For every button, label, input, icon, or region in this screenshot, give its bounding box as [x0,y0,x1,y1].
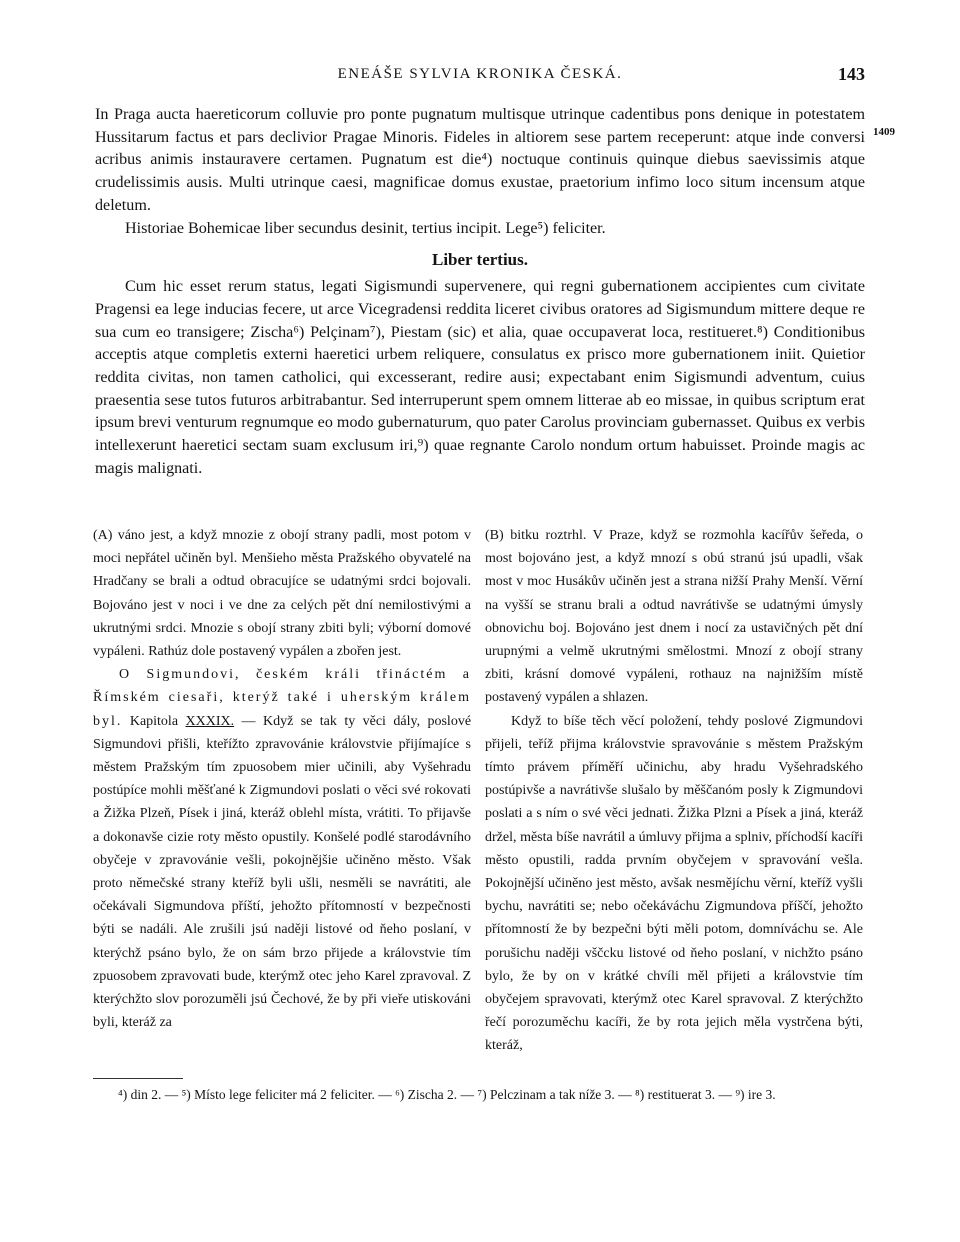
latin-paragraph-2: Historiae Bohemicae liber secundus desinit, tertius incipit. Lege⁵) feliciter. [125,219,606,237]
margin-year-note: 1409 [873,126,895,138]
chapter-label: Kapitola [129,713,179,729]
latin-paragraph-3: Cum hic esset rerum status, legati Sigismundi supervenere, qui regni gubernationem accipientes cum civitate Pragensi ea lege inducias fecere, ut arce Vicegradensi reddita liceret civibus oratores ad Sigismundum mittere deque re sua cum eo transigere; Zischa⁶) Pelçinam⁷), Piestam (sic) et alia, quae occupaverat loca, restitueret.⁸) Conditionibus acceptis atque completis externi haeretici urbem reliquere, consulatus ex prisco more gubernationem iniit. Quietior reddita civitas, non tamen catholici, qui excesserant, redire ausi; expectabant enim Sigismundi adventum, cuius praesentia sese tutos futuros arbitrabantur. Sed interruperunt spem omnem litterae ab eo missae, in quibus scriptum erat ipsum brevi venturum regnumque eo modo gubernaturum, quo pater Carolus provinciam gubernasset. Quibus ex verbis intellexerunt haeretici sectam suam exclusum iri,⁹) quae regnante Carolo nondum ortum habuisset. Proinde magis ac magis malignati. [95,278,865,477]
book-heading: Liber tertius. [431,250,528,270]
page-number: 143 [838,64,865,84]
footnotes: ⁴) din 2. — ⁵) Místo lege feliciter má 2 feliciter. — ⁶) Zischa 2. — ⁷) Pelczinam a tak níže 3. — ⁸) restituerat 3. — ⁹) ire 3. [118,1087,776,1102]
latin-paragraph-1: In Praga aucta haereticorum colluvie pro ponte pugnatum multisque utrinque cadentibus pons denique in potestatem Hussitarum factus et pars declivior Pragae Minoris. Fideles in altiorem sese partem receperunt: atque inde conversi acribus animis instauravere certamen. Pugnatum est die⁴) noctuque continuis quinque diebus saevissimis atque crudelissimis ausis. Multi utrinque caesi, magnificae domus exustae, praetorium infimo loco situm incensum atque deletum. [95,106,865,214]
chapter-title: O Sigmundovi, českém králi třináctém a Římském ciesaři, kterýž také i uherským králem byl. [93,667,471,729]
czech-column-a [93,524,471,1034]
column-b-paragraph-2: Když to bíše těch věcí položení, tehdy poslové Zigmundovi přijeli, teříž přijma královstvie spravovánie s městem Pražským tímto právem příměří učinichu, aby hradu Vyšehradského postúpivše a navrátivše slušalo by měščanóm posly k Zigmundovi poslati a s ním o své věci jednati. Žižka Plzni a Písek a jiná, kteráž držel, města bíše navrátil a úmluvy přijma a splniv, příchodší kacíři město opustili, radda prvním obyčejem v spravování vešla. Pokojnější učiněno jest město, avšak nesmějíchu věrní, kteříž vyšli bychu, navrátiti se; nebo očekáváchu Zigmundova příščí, jehožto přítomností že by bezpečni býti měli potom, domníváchu se. Ale porušichu naději vščcku listové od ňeho poslaní, v nichžto psáno bylo, že by on v krátké chvíli měl přijeti a královstvie tím obyčejem spravovati, kterýmž otec Karel spravoval. Z kterýchžto řečí porozuměchu kacíři, že by rota jejich měla vystrčena býti, kteráž, [485,713,863,1054]
chapter-number: XXXIX. [185,713,235,729]
footnote-rule [93,1078,183,1079]
column-a-paragraph-1: (A) váno jest, a když mnozie z obojí strany padli, most potom v moci nepřátel učiněn byl. Menšieho města Pražského obyvatelé na Hradčany se brali a odtud obracujíce se udatnými srdci bojovali. Bojováno jest v noci i ve dne za celých pět dní nemilostivými a ukrutnými srdci. Mnozie s obojí strany zbiti byli; výborní domové vypáleni. Rathúz dole postavený vypálen a zbořen jest. [93,528,471,660]
running-title: ENEÁŠE SYLVIA KRONIKA ČESKÁ. [337,66,623,82]
column-b-paragraph-1: (B) bitku roztrhl. V Praze, když se rozmohla kacířův šeředa, o most bojováno jest, a když mnozí s obú stranú jsú upadli, však most v moc Husákův učiněn jest a strana nižší Prahy Menší. Věrní na vyšší se stranu brali a odtud navrátivše se udatnými úmysly obnovichu boj. Bojováno jest dnem i nocí za ustavičných pět dní urupnými a velmě ukrutnými smělostmi. Mnozí z obojí strany zbiti, krásní domové vypáleni, rothauz na najnižším místě postavený vypálen a shlazen. [485,528,863,706]
latin-text-block [95,104,865,481]
column-a-paragraph-2 [93,663,471,1034]
running-head [95,66,865,92]
czech-column-b [485,524,863,1058]
column-a-paragraph-2-text: — Když se tak ty věci dály, poslové Sigmundovi přišli, kteřížto zpravovánie královstvie přijímajíce s městem Pražským tím zpuosobem mier učinili, aby Vyšehradu postúpíce mohli měšťané k Zigmundovi poslati o věci své rokovati a Žižka Plzeň, Písek i jiná, kteráž oblehl místa, vrátiti. To přijavše a dokonavše cizie roty město opustily. Konšelé podlé starodávního obyčeje v zpravovánie vešli, pokojnějšie učiněno město. Však proto němečské strany kteříž byli ušli, nesměli se navrátiti, ale očekávali Sigmundova příští, jehožto přítomností v bezpečnosti býti se nadáli. Ale zrušili jsú naději listové od ňeho poslaní, v kterýchž psáno bylo, že on sám brzo přijede a královstvie tím zpuosobem zpravovati bude, kterýmž otec jeho Karel zpravoval. Z kterýchžto slov porozuměli jsú Čechové, že by při vieře utiskováni byli, kteráž za [93,713,472,1031]
